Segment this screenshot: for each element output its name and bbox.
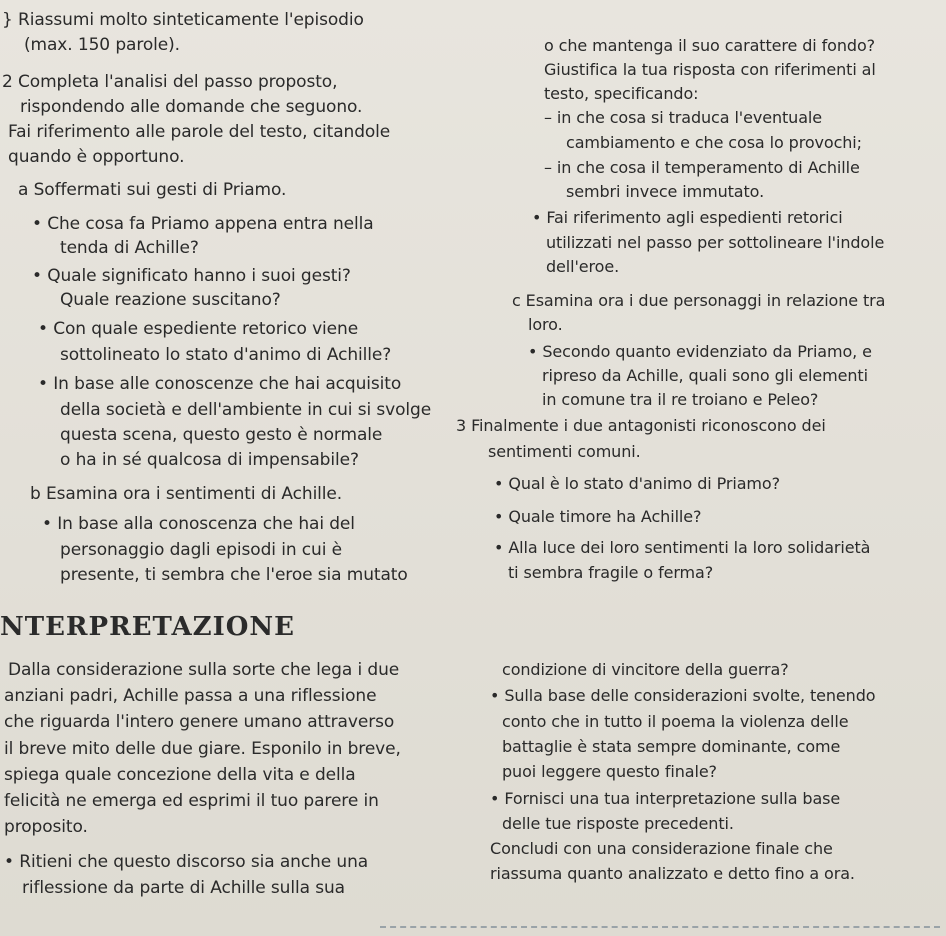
interpretation-line-6: felicità ne emerga ed esprimi il tuo parere in [4,791,379,811]
interpretation-right-line-1: condizione di vincitore della guerra? [502,660,789,679]
question-b1-dash-1-line-2: cambiamento e che cosa lo provochi; [566,133,862,152]
question-b1-line-2: personaggio dagli episodi in cui è [60,540,343,560]
interpretation-right-line-6: • Fornisci una tua interpretazione sulla base [490,789,841,808]
interpretation-line-5: spiega quale concezione della vita e della [4,765,356,785]
interpretation-right-line-3: conto che in tutto il poema la violenza delle [502,712,849,731]
section-c-title: c Esamina ora i due personaggi in relazione tra [512,291,886,310]
question-b1-line-4: o che mantenga il suo carattere di fondo? [544,36,876,55]
section-b-title: b Esamina ora i sentimenti di Achille. [30,484,343,504]
question-c1-line-2: ripreso da Achille, quali sono gli elementi [542,366,868,385]
question-a4-line-3: questa scena, questo gesto è normale [60,425,383,445]
interpretation-right-line-7: delle tue risposte precedenti. [502,814,734,833]
bottom-dashed-rule [380,926,940,928]
interpretation-line-1: Dalla considerazione sulla sorte che lega i due [8,660,400,680]
interpretation-bullet-line-1: • Ritieni che questo discorso sia anche una [4,852,369,872]
question-b1-dash-1-line-1: – in che cosa si traduca l'eventuale [544,108,822,127]
question-a3-line-1: • Con quale espediente retorico viene [38,319,359,339]
question-b1-line-6: testo, specificando: [544,84,699,103]
interpretation-bullet-line-2: riflessione da parte di Achille sulla sua [22,878,345,898]
question-3a: • Qual è lo stato d'animo di Priamo? [494,474,780,493]
interpretation-right-line-4: battaglie è stata sempre dominante, come [502,737,841,756]
question-a3-line-2: sottolineato lo stato d'animo di Achille? [60,345,392,365]
interpretation-right-line-5: puoi leggere questo finale? [502,762,717,781]
question-b2-line-2: utilizzati nel passo per sottolineare l'indole [546,233,885,252]
question-b2-line-1: • Fai riferimento agli espedienti retorici [532,208,843,227]
interpretation-line-2: anziani padri, Achille passa a una riflessione [4,686,377,706]
question-b1-line-3: presente, ti sembra che l'eroe sia mutato [60,565,408,585]
exercise-3-line-2: sentimenti comuni. [488,442,641,461]
section-heading: NTERPRETAZIONE [0,612,295,642]
question-3c-line-2: ti sembra fragile o ferma? [508,563,714,582]
question-a2-line-1: • Quale significato hanno i suoi gesti? [32,266,351,286]
question-3c-line-1: • Alla luce dei loro sentimenti la loro solidarietà [494,538,871,557]
exercise-2-line-1: 2 Completa l'analisi del passo proposto, [2,72,338,92]
interpretation-line-7: proposito. [4,817,88,837]
interpretation-right-line-9: riassuma quanto analizzato e detto fino a ora. [490,864,855,883]
question-b1-dash-2-line-2: sembri invece immutato. [566,182,765,201]
question-3b: • Quale timore ha Achille? [494,507,702,526]
question-a1-line-2: tenda di Achille? [60,238,199,258]
exercise-1-line-2: (max. 150 parole). [24,35,180,55]
exercise-2-line-2: rispondendo alle domande che seguono. [20,97,363,117]
question-a2-line-2: Quale reazione suscitano? [60,290,281,310]
question-a4-line-1: • In base alle conoscenze che hai acquisito [38,374,402,394]
question-b2-line-3: dell'eroe. [546,257,620,276]
question-a1-line-1: • Che cosa fa Priamo appena entra nella [32,214,374,234]
interpretation-right-line-8: Concludi con una considerazione finale che [490,839,833,858]
interpretation-line-4: il breve mito delle due giare. Esponilo in breve, [4,739,401,759]
question-b1-dash-2-line-1: – in che cosa il temperamento di Achille [544,158,860,177]
exercise-2-line-3: Fai riferimento alle parole del testo, citandole [8,122,391,142]
interpretation-right-line-2: • Sulla base delle considerazioni svolte, tenendo [490,686,876,705]
section-c-title-line-2: loro. [528,315,563,334]
exercise-1-line-1: } Riassumi molto sinteticamente l'episodio [2,10,364,30]
question-c1-line-3: in comune tra il re troiano e Peleo? [542,390,819,409]
question-a4-line-4: o ha in sé qualcosa di impensabile? [60,450,359,470]
interpretation-line-3: che riguarda l'intero genere umano attraverso [4,712,395,732]
exercise-2-line-4: quando è opportuno. [8,147,185,167]
question-b1-line-5: Giustifica la tua risposta con riferimenti al [544,60,876,79]
question-b1-line-1: • In base alla conoscenza che hai del [42,514,355,534]
section-a-title: a Soffermati sui gesti di Priamo. [18,180,287,200]
question-c1-line-1: • Secondo quanto evidenziato da Priamo, e [528,342,872,361]
exercise-3-line-1: 3 Finalmente i due antagonisti riconoscono dei [456,416,826,435]
question-a4-line-2: della società e dell'ambiente in cui si svolge [60,400,432,420]
